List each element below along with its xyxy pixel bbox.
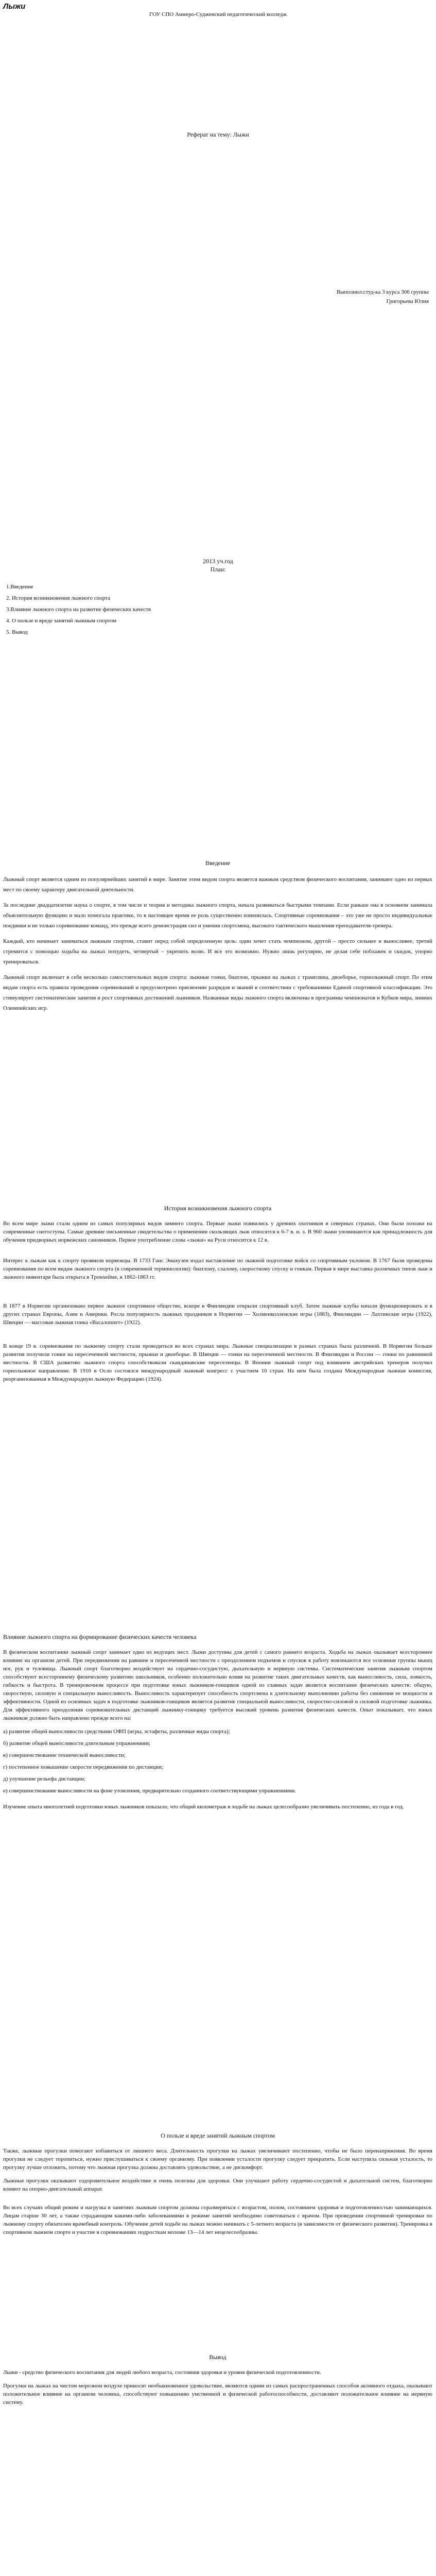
conclusion-heading: Вывод [209,2353,226,2361]
plan-item: 4. О пользе и вреде занятий лыжным спортом [6,618,117,624]
influence-section [3,1633,432,1816]
plan-heading: План: [210,566,226,573]
paragraph: Прогулки на лыжах на чистом морозном воздухе приносят необыкновенное удовольствие, являются одним из самых распространенных способов активного отдыха, оказывают положительное влияние на организм человека, способствуют повышению умственной и физической работоспособности, доставляют положительное влияние на нервную систему. [3,2383,432,2405]
document-title: Лыжи [3,2,26,11]
paragraph: Во всех случаях общий режим и нагрузка в занятиях лыжным спортом должны соразмеряться с возрастом, полом, состоянием здоровья и подготовленностью занимающихся. Лицам старше 30 лет, а также страдающим какими-либо заболеваниями в режиме занятий необходимо советоваться с врачом. При проведении спортивной тренировки по лыжному спорту обязателен врачебный контроль. Обучение детей ходьбе на лыжах можно начинать с 5-летнего возраста (в зависимости от физического развития). Тренировка в спортивном лыжном спорте и участие в соревнованиях подросткам моложе 13—14 лет нецелесообразны. [3,2205,432,2235]
conclusion-section [3,2353,432,2412]
paragraph: В 1877 в Норвегии организовано первое лыжное спортивное общество, вскоре в Финляндии открыли спортивный клуб. Затем лыжные клубы начали функционировать и в других странах Европы, Азии и Америки. Росла популярность лыжных праздников в Норвегии — Холменколленские игры (1883), Финляндии — Лахтинские игры (1922), Швеции — массовая лыжная гонка «Васалоппет» (1922). [3,1303,432,1326]
list-item: е) совершенствование выносливости на фоне утомления, предварительно созданного соответствующими упражнениями. [3,1788,296,1794]
paragraph: Изучение опыта многолетней подготовки юных лыжников показало, что общий километраж в ходьбе на лыжах целесообразно увеличивать постепенно, из года в год. [3,1804,404,1810]
list-item: а) развитие общей выносливости средствами ОФП (игры, эстафеты, различные виды спорта); [3,1728,230,1735]
history-section [3,1205,432,1388]
plan-item: 5. Вывод [6,629,28,635]
paragraph: В конце 19 в. соревнования по лыжному спорту стали проводиться во всех странах мира. Лыжные специализации в разных странах была различной. В Норвегии больше развития получили гонки на пересеченной местности, прыжки и двоеборье. В Швеции — гонки на пересеченной местности. В Финляндии и России — гонки по равнинной местности. В США развитию лыжного спорта способствовали скандинавские переселенцы. В Японии лыжный спорт под влиянием австрийских тренеров получил горнолыжное направление. В 1910 в Осло состоялся международный лыжный конгресс с участием 10 стран. На нем была создана Международная лыжная комиссия, реорганизованная в Международную лыжную Федерацию (1924). [3,1343,432,1382]
list-item: д) улучшение рельефа дистанции; [3,1776,85,1782]
author-block [337,287,429,306]
plan-item: 1.Введение [6,584,33,590]
influence-heading: Влияние лыжного спорта на формирование физических качеств человека [3,1633,197,1640]
intro-section [3,859,432,1019]
paragraph: В физическом воспитании лыжный спорт занимает одно из ведущих мест. Лыжи доступны для детей с самого раннего возраста. Ходьба на лыжах оказывает всестороннее влияние на организм детей. При передвижении на равнине и пересеченной местности с преодолением подъемов и спусков в работу вовлекаются все основные группы мышц ног, рук и туловища. Лыжный спорт благотворно воздействует на сердечно-сосудистую, дыхательную и нервную системы. Систематические занятия лыжным спортом способствуют всестороннему физическому развитию школьников, особенно положительно влияя на развитие таких двигательных качеств, как выносливость, сила, ловкость, гибкость и быстрота. В тренировочном процессе при подготовке юных лыжников-гонщиков одной из главных задач является воспитание физических качеств: общую, скоростную, силовую и специальную выносливость. Выносливость характеризует способность спортсмена к длительному выполнению работы без снижения ее мощности и эффективности. Одной из основных задач в подготовке лыжников-гонщиков является развитие специальной выносливости, скоростно-силовой и силовой подготовке лыжника. Для эффективного преодоления соревновательных дистанций лыжнику-гонщику требуется высокий уровень развития физических качеств. Опыт показывает, что юных лыжников должно быть направлено прежде всего на: [3,1649,432,1721]
paragraph: Лыжный спорт включает в себя несколько самостоятельных видов спорта: лыжные гонки, биатлон, прыжки на лыжах с трамплина, двоеборье, горнолыжный спорт. По этим видам спорта есть правила проведения соревнований и предусмотрено присвоение разрядов и званий в соответствии с требованиями Единой спортивной классификации. Это стимулирует систематические занятия и рост спортивных достижений лыжников. Названные виды лыжного спорта включены в программы чемпионатов и Кубков мира, зимних Олимпийских игр. [3,974,432,1011]
list-item: в) совершенствование технической выносливости; [3,1752,126,1758]
plan-item: 2. История возникновения лыжного спорта [6,595,111,601]
paragraph: Лыжи - средство физического воспитания для людей любого возраста, состояния здоровья и уровня физической подготовленности. [3,2369,321,2376]
list-item: б) развитие общей выносливости длительным упражнениям; [3,1740,151,1747]
paragraph: Каждый, кто начинает заниматься лыжным спортом, ставит перед собой определенную цель: один хочет стать чемпионом, другой – просто сильнее и выносливее, третий стремится с помощью ходьбы на лыжах похудеть, четвертый – укрепить волю. И все это возможно. Нужно лишь регулярно, не делая себе поблажек и скидок, упорно тренироваться. [3,938,432,965]
city-year: 2013 уч.год [203,557,233,565]
paragraph: Интерес к лыжам как к спорту проявили норвежцы. В 1733 Ганс Эмахузен издал наставление по лыжной подготовке войск со спортивным уклоном. В 1767 были проведены соревнования по всем видам лыжного спорта (в современной терминологии): биатлону, слалому, скоростному спуску и гонкам. Первая в мире выставка различных типов лыж и лыжного инвентаря была открыта в Тронхейме, в 1862-1863 гг. [3,1258,432,1280]
referat-topic: Реферат на тему: Лыжи [187,131,249,138]
benefit-section [3,2132,432,2242]
paragraph: Лыжные прогулки оказывают оздоровительное воздействие и очень полезны для здоровья. Они улучшают работу сердечно-сосудистой и дыхательной систем, благотворно влияют на опорно-двигательный аппарат. [3,2178,432,2192]
list-item: г) постепенное повышение скорости передвижения по дистанции; [3,1764,163,1770]
intro-heading: Введение [205,859,231,867]
influence-list [3,1727,432,1795]
paragraph: Лыжный спорт является одним из популярнейших занятий в мире. Занятие этим видом спорта является важным средством физического воспитания, занимают одно из первых мест по своему характеру двигательной деятельности. [3,876,432,893]
paragraph: Также, лыжные прогулки помогают избавиться от лишнего веса. Длительность прогулки на лыжах увеличивают постепенно, чтобы не было перенапряжения. Во время прогулки не следует торопиться, нужно прислушиваться к своему организму. При появлении усталости прогулку следует прекратить. Если наступила сильная усталость, то прогулку лучше отложить, потому что лыжная прогулка должна доставлять удовольствие, а не дискомфорт. [3,2148,432,2171]
paragraph: Во всем мире лыжи стали одним из самых популярных видов зимнего спорта. Первые лыжи появились у древних охотников в северных странах. Они были похожи на современные снегоступы. Самые древние письменные свидетельства о применении скользящих лыж относятся к 6-7 в. н. э. В 960 лыжи упоминаются как принадлежность для обучения придворных норвежских сановников. Первое употребление слова «лыжи» на Руси относится к 12 в. [3,1221,432,1243]
author-name: Григорьева Юлия [386,298,429,304]
plan-item: 3.Влияние лыжного спорта на развитие физических качеств [6,606,151,613]
benefit-heading: О пользе и вреде занятий лыжным спортом [161,2132,275,2139]
history-heading: История возникновения лыжного спорта [164,1205,272,1212]
plan-list [6,581,253,638]
paragraph: За последние двадцатилетие наука о спорте, в том числе и теория и методика лыжного спорта, начала развиваться быстрыми темпами. Если раньше она в основном занимала объяснительную функцию и мало помогала практике, то в настоящее время ее роль существенно изменилась. Спортивные соревнования – это уже не просто индивидуальные поединки и не только соревнование команд, это прежде всего демонстрация сил и умения спортсмена, высокого тактического мышления преподавателя-тренера. [3,902,432,929]
author-group: Выполнил:студ-ка 3 курса 306 группы [336,289,429,295]
college-name: ГОУ СПО Анжеро-Судженский педагогический колледж [149,11,287,18]
